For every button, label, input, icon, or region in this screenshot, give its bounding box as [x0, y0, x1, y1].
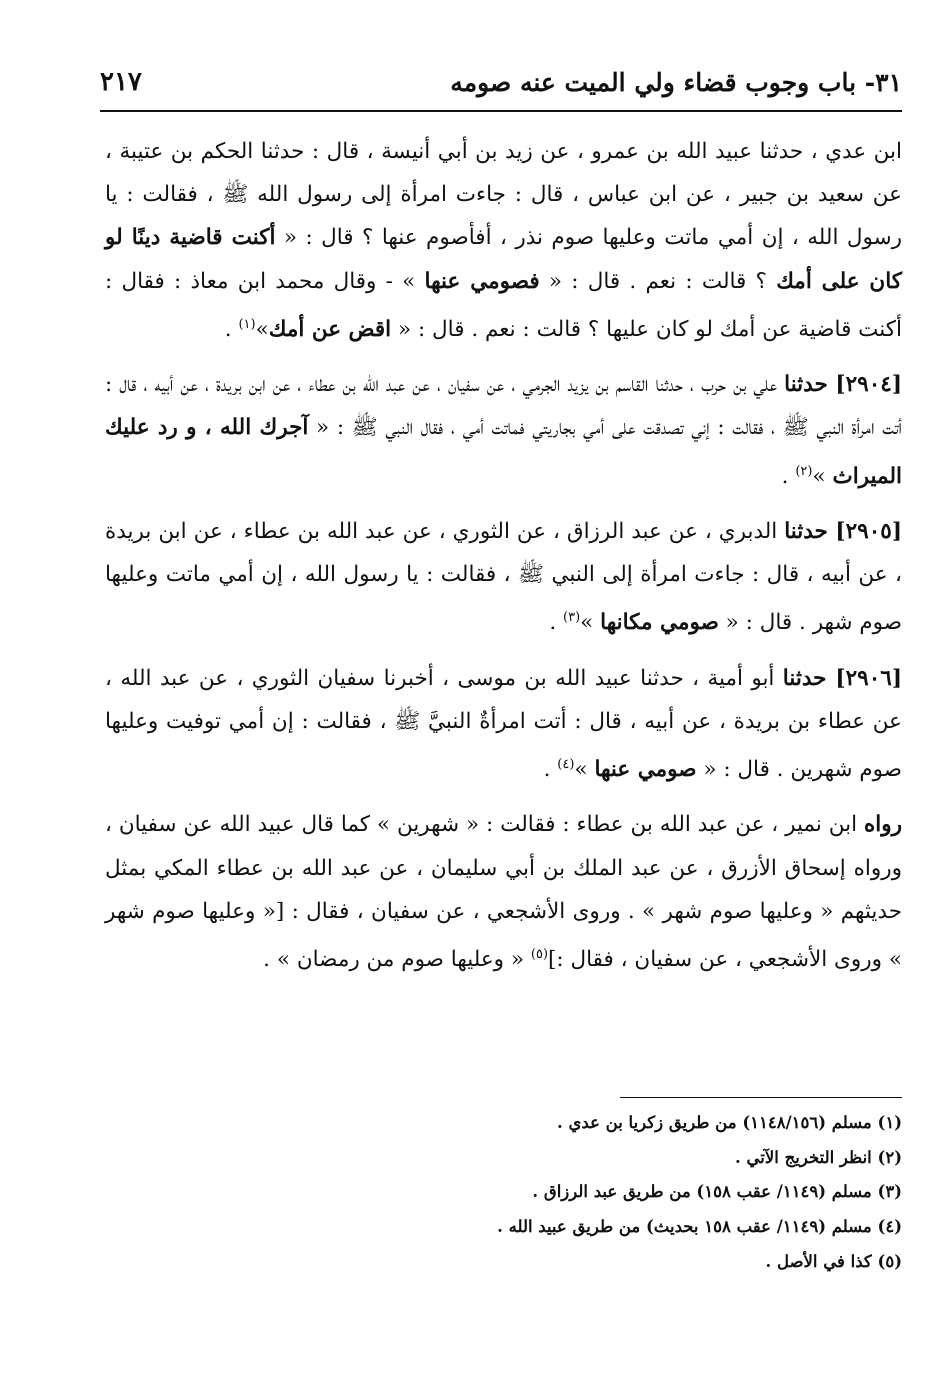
text-run: « وعليها صوم من رمضان » . [263, 947, 531, 973]
paragraph-riwayat [105, 803, 902, 981]
footnote-ref: (٥) [530, 947, 549, 963]
text-run: » [812, 463, 833, 489]
bold-text: آجرك الله ، و رد عليك الميراث [105, 415, 902, 489]
page-header [100, 62, 902, 102]
footnote: (٣) مسلم (١١٤٩/ عقب ١٥٨) من طريق عبد الرزاق . [532, 1182, 902, 1202]
footnote-ref: (١) [238, 316, 256, 332]
footnote-divider [620, 1097, 902, 1098]
page-number: ٢١٧ [100, 67, 142, 97]
hadith-2904 [105, 363, 902, 498]
footnote-ref: (٣) [563, 610, 581, 626]
footnote-ref: (٢) [795, 463, 813, 479]
footnote: (٤) مسلم (١١٤٩/ عقب ١٥٨ بحديث) من طريق عبيد الله . [497, 1217, 902, 1237]
text-run: . [224, 316, 239, 342]
text-run: » [574, 757, 595, 783]
text-run: ؟ قالت : نعم . قال : « [539, 268, 777, 294]
text-run: ابن عدي ، حدثنا عبيد الله بن عمرو ، عن زيد بن أبي أنيسة ، قال : حدثنا الحكم بن عتيبة ، عن سعيد بن جبير ، عن ابن عباس ، قال : جاءت امرأة إلى رسول الله ﷺ ، فقالت : يا رسول الله ، إن أمي ماتت وعليها صوم نذر ، أفأصوم عنها ؟ قال : « [105, 139, 902, 251]
text-run: ابن نمير ، عن عبد الله بن عطاء : فقالت : « شهرين » كما قال عبيد الله عن سفيان ، ورواه إسحاق الأزرق ، عن عبد الملك بن أبي سليمان ، عن عبد الله بن عطاء المكي بمثل حديثهم « وعليها صوم شهر » . وروى الأشجعي ، عن سفيان ، فقال : [« وعليها صوم شهر » وروى الأشجعي ، عن سفيان ، فقال :] [105, 812, 902, 973]
hadith-2905 [105, 510, 902, 645]
text-run: . [781, 463, 796, 489]
footnote: (١) مسلم (١١٤٨/١٥٦) من طريق زكريا بن عدي . [557, 1113, 902, 1132]
header-divider [100, 110, 902, 112]
chapter-title: ٣١- باب وجوب قضاء ولي الميت عنه صومه [450, 67, 902, 97]
text-run: . [549, 610, 564, 636]
text-run: » - وقال محمد ابن معاذ : فقال : أكنت قاضية عن أمك لو كان عليها ؟ قالت : نعم . قال : « [105, 268, 902, 342]
text-run: . [543, 757, 558, 783]
bold-text: [٢٩٠٥] حدثنا [784, 518, 902, 544]
footnotes [105, 1106, 902, 1280]
footnote: (٢) انظر التخريج الآتي . [735, 1147, 902, 1167]
bold-text: أكنت قاضية دينًا لو كان على أمك [105, 225, 902, 294]
footnote-ref: (٤) [557, 757, 575, 773]
text-run: الدبري ، عن عبد الرزاق ، عن الثوري ، عن عبد الله بن عطاء ، عن ابن بريدة ، عن أبيه ، قال : جاءت امرأة إلى النبي ﷺ ، فقالت : يا رسول الله ، إن أمي ماتت وعليها صوم شهر . قال : « [105, 518, 902, 636]
text-run: علي بن حرب ، حدثنا القاسم بن يزيد الجرمي ، عن سفيان ، عن عبد الله بن عطاء ، عن ابن بريدة ، عن أبيه ، قال : أتت امرأة النبي ﷺ ، فقالت : إني تصدقت على أمي بجاريتي فماتت أمي ، فقال النبي ﷺ : « [105, 372, 902, 441]
bold-text: صومي عنها [594, 757, 697, 783]
paragraph [105, 130, 902, 351]
footnote: (٥) كذا في الأصل . [765, 1251, 902, 1271]
main-text [105, 130, 902, 993]
text-run: » [580, 610, 601, 636]
text-run: » [255, 316, 269, 342]
bold-text: صومي مكانها [600, 610, 719, 636]
bold-text: رواه [863, 812, 902, 838]
bold-text: [٢٩٠٦] حدثنا [782, 665, 902, 691]
bold-text: [٢٩٠٤] حدثنا [784, 372, 902, 398]
bold-text: فصومي عنها [424, 268, 540, 294]
text-run: أبو أمية ، حدثنا عبيد الله بن موسى ، أخبرنا سفيان الثوري ، عن عبد الله ، عن عطاء بن بريدة ، عن أبيه ، قال : أتت امرأةٌ النبيَّ ﷺ ، فقالت : إن أمي توفيت وعليها صوم شهرين . قال : « [105, 665, 902, 783]
bold-text: اقض عن أمك [268, 316, 392, 342]
hadith-2906 [105, 657, 902, 792]
